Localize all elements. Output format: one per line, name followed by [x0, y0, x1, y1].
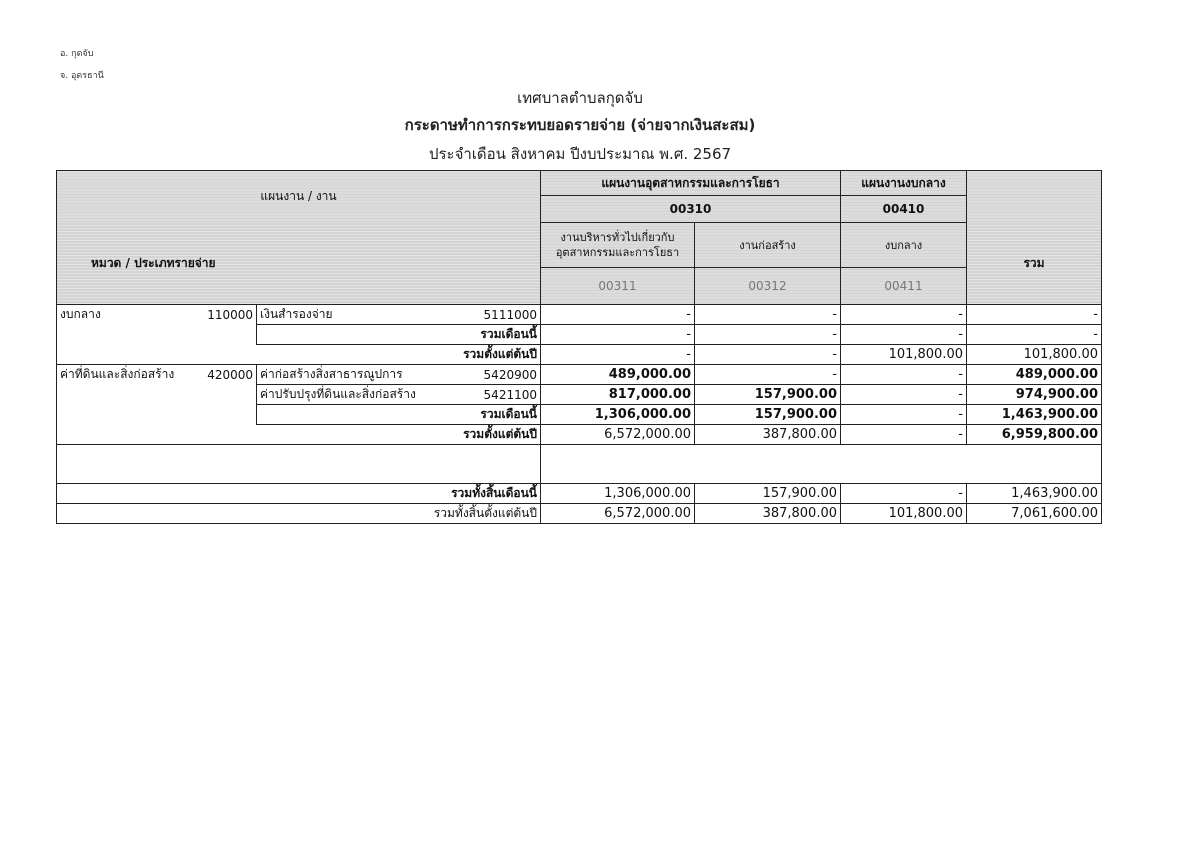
- group2-month-label: รวมเดือนนี้: [257, 405, 541, 425]
- group1-item1-name: เงินสำรองจ่าย: [257, 305, 433, 325]
- report-title: กระดาษทำการกระทบยอดรายจ่าย (จ่ายจากเงินสะสม): [404, 116, 756, 134]
- group1-item1-code: 5111000: [433, 305, 541, 325]
- grand-month-v2: 157,900.00: [695, 484, 841, 504]
- province-label: จ. อุดรธานี: [60, 71, 104, 81]
- group2-item2-name: ค่าปรับปรุงที่ดินและสิ่งก่อสร้าง: [257, 385, 433, 405]
- grand-month-label: รวมทั้งสิ้นเดือนนี้: [57, 484, 541, 504]
- group2-item1-v1: 489,000.00: [541, 365, 695, 385]
- group1-ytd-v3: 101,800.00: [841, 345, 967, 365]
- group2-item1-code: 5420900: [433, 365, 541, 385]
- group2-month-v1: 1,306,000.00: [541, 405, 695, 425]
- plan1-name: แผนงานอุตสาหกรรมและการโยธา: [541, 171, 841, 196]
- blank-row-right: [541, 445, 1102, 484]
- group2-spacer-b: [57, 405, 257, 425]
- group1-ytd-label: รวมตั้งแต่ต้นปี: [57, 345, 541, 365]
- group1-month-total: -: [967, 325, 1102, 345]
- group2-item1-name: ค่าก่อสร้างสิ่งสาธารณูปการ: [257, 365, 433, 385]
- grand-ytd-total: 7,061,600.00: [967, 504, 1102, 524]
- total-header-top: [967, 171, 1102, 223]
- grand-ytd-v1: 6,572,000.00: [541, 504, 695, 524]
- group2-code: 420000: [201, 365, 257, 385]
- plan1-code: 00310: [541, 196, 841, 223]
- group2-ytd-v3: -: [841, 425, 967, 445]
- grand-month-v1: 1,306,000.00: [541, 484, 695, 504]
- group2-item2-code: 5421100: [433, 385, 541, 405]
- group2-item1-v2: -: [695, 365, 841, 385]
- group1-month-v3: -: [841, 325, 967, 345]
- group2-item1-v3: -: [841, 365, 967, 385]
- group1-item1-v1: -: [541, 305, 695, 325]
- plan2-name: แผนงานงบกลาง: [841, 171, 967, 196]
- group1-month-label: รวมเดือนนี้: [257, 325, 541, 345]
- group2-item2-total: 974,900.00: [967, 385, 1102, 405]
- group2-item2-v3: -: [841, 385, 967, 405]
- group2-name: ค่าที่ดินและสิ่งก่อสร้าง: [57, 365, 201, 385]
- group1-month-v1: -: [541, 325, 695, 345]
- organization-name: เทศบาลตำบลกุดจับ: [517, 89, 643, 107]
- group1-ytd-total: 101,800.00: [967, 345, 1102, 365]
- plan-work-header: แผนงาน / งาน: [57, 171, 541, 223]
- group2-month-total: 1,463,900.00: [967, 405, 1102, 425]
- work2-code: 00312: [695, 268, 841, 305]
- report-period: ประจำเดือน สิงหาคม ปีงบประมาณ พ.ศ. 2567: [428, 145, 732, 163]
- expenditure-reconciliation-table: [56, 170, 1102, 524]
- group1-ytd-v1: -: [541, 345, 695, 365]
- group1-name: งบกลาง: [57, 305, 201, 325]
- district-label: อ. กุดจับ: [60, 49, 94, 59]
- category-header: หมวด / ประเภทรายจ่าย: [57, 223, 541, 305]
- group1-month-v2: -: [695, 325, 841, 345]
- grand-ytd-v2: 387,800.00: [695, 504, 841, 524]
- group2-ytd-v2: 387,800.00: [695, 425, 841, 445]
- grand-month-total: 1,463,900.00: [967, 484, 1102, 504]
- grand-ytd-v3: 101,800.00: [841, 504, 967, 524]
- group2-ytd-v1: 6,572,000.00: [541, 425, 695, 445]
- group2-month-v3: -: [841, 405, 967, 425]
- group1-spacer: [57, 325, 257, 345]
- group2-item1-total: 489,000.00: [967, 365, 1102, 385]
- group1-item1-total: -: [967, 305, 1102, 325]
- group2-item2-v2: 157,900.00: [695, 385, 841, 405]
- group2-ytd-label: รวมตั้งแต่ต้นปี: [57, 425, 541, 445]
- group2-month-v2: 157,900.00: [695, 405, 841, 425]
- group1-item1-v2: -: [695, 305, 841, 325]
- work1-name: งานบริหารทั่วไปเกี่ยวกับอุตสาหกรรมและการโยธา: [541, 223, 695, 268]
- work3-code: 00411: [841, 268, 967, 305]
- group2-item2-v1: 817,000.00: [541, 385, 695, 405]
- grand-month-v3: -: [841, 484, 967, 504]
- group1-ytd-v2: -: [695, 345, 841, 365]
- plan2-code: 00410: [841, 196, 967, 223]
- grand-ytd-label: รวมทั้งสิ้นตั้งแต่ต้นปี: [57, 504, 541, 524]
- group1-item1-v3: -: [841, 305, 967, 325]
- blank-row-left: [57, 445, 541, 484]
- group2-spacer-a: [57, 385, 257, 405]
- group1-code: 110000: [201, 305, 257, 325]
- work3-name: งบกลาง: [841, 223, 967, 268]
- total-header: รวม: [967, 223, 1102, 305]
- work2-name: งานก่อสร้าง: [695, 223, 841, 268]
- work1-code: 00311: [541, 268, 695, 305]
- group2-ytd-total: 6,959,800.00: [967, 425, 1102, 445]
